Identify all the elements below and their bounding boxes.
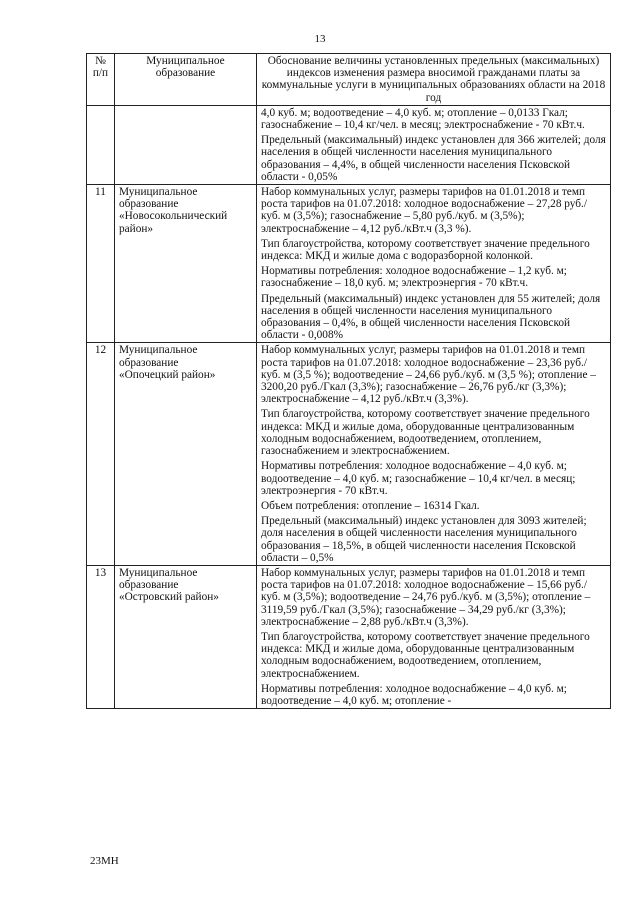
justification-paragraph: Нормативы потребления: холодное водоснабжение – 4,0 куб. м; водоотведение – 4,0 куб. м; отопление - (261, 682, 567, 707)
justification-paragraph: Тип благоустройства, которому соответствует значение предельного индекса: МКД и жилые дома с водоразборной колонкой. (261, 237, 590, 263)
row-justification (257, 565, 611, 708)
row-number: 13 (87, 565, 115, 708)
justification-paragraph: Тип благоустройства, которому соответствует значение предельного индекса: МКД и жилые дома, оборудованные централизованным холодным водоснабжением, водоотведением, отоплением, газоснабжением и электроснабжением. (261, 408, 590, 458)
header-municipality: Муниципальное образование (115, 54, 257, 106)
municipality-line: «Островский район» (119, 591, 219, 604)
municipality-line: образование (119, 579, 179, 592)
justification-paragraph: Объем потребления: отопление – 16314 Гкал. (261, 499, 480, 512)
table-row (87, 105, 611, 184)
justification-paragraph: Набор коммунальных услуг, размеры тарифов на 01.01.2018 и темп роста тарифов на 01.07.2018: холодное водоснабжение – 27,28 руб./куб. м (3,5%); газоснабжение – 5,80 руб./куб. м (3,5%); электроснабжение – 4,12 руб./кВт.ч (3,3 %). (261, 186, 588, 235)
justification-paragraph: Предельный (максимальный) индекс установлен для 3093 жителей; доля населения в общей численности населения муниципального образования – 18,5%, в общей численности населения Псковской области – 0,5% (261, 515, 587, 564)
municipality-line: район» (119, 222, 154, 235)
row-municipality (115, 343, 257, 565)
page-number: 13 (314, 33, 326, 45)
footer-code: 23МН (90, 855, 119, 867)
row-justification (257, 105, 611, 184)
municipality-line: Муниципальное (119, 186, 198, 199)
justification-paragraph: Набор коммунальных услуг, размеры тарифов на 01.01.2018 и темп роста тарифов на 01.07.2018: холодное водоснабжение – 15,66 руб./куб. м (3,5%); водоотведение – 24,76 руб./куб. м (3,5%); отопление – 3119,59 руб./Гкал (3,5%); газоснабжение – 34,29 руб./кг (3,3%); электроснабжение – 2,88 руб./кВт.ч (3,3%). (261, 566, 591, 628)
municipality-line: образование (119, 198, 179, 211)
municipality-line: Муниципальное (119, 566, 198, 579)
row-municipality (115, 565, 257, 708)
table-row (87, 565, 611, 708)
justification-paragraph: Нормативы потребления: холодное водоснабжение – 1,2 куб. м; газоснабжение – 18,0 куб. м; электроэнергия - 70 кВт.ч. (261, 265, 567, 290)
header-num: № п/п (87, 54, 115, 106)
municipality-line: Муниципальное (119, 344, 198, 357)
row-justification (257, 343, 611, 565)
justification-paragraph: Тип благоустройства, которому соответствует значение предельного индекса: МКД и жилые дома, оборудованные централизованным холодным водоснабжением, водоотведением, отоплением, электроснабжением. (261, 630, 590, 680)
row-number: 12 (87, 343, 115, 565)
justification-paragraph: Нормативы потребления: холодное водоснабжение – 4,0 куб. м; водоотведение – 4,0 куб. м; газоснабжение – 10,4 кг/чел. в месяц; электроэнергия - 70 кВт.ч. (261, 460, 576, 497)
municipality-line: «Новосокольнический (119, 210, 228, 223)
justification-paragraph: Набор коммунальных услуг, размеры тарифов на 01.01.2018 и темп роста тарифов на 01.07.2018: холодное водоснабжение – 23,36 руб./куб. м (3,5 %); водоотведение – 24,66 руб./куб. м (3,5 %); отопление – 3200,20 руб./Гкал (3,3%); газоснабжение – 26,76 руб./кг (3,3%); электроснабжение – 4,12 руб./кВт.ч (3,3%). (261, 344, 596, 406)
table-row (87, 185, 611, 343)
row-justification (257, 185, 611, 343)
table-row (87, 343, 611, 565)
table-header-row (87, 54, 611, 106)
row-municipality (115, 105, 257, 184)
justification-paragraph: 4,0 куб. м; водоотведение – 4,0 куб. м; отопление – 0,0133 Гкал; газоснабжение – 10,4 кг/чел. в месяц; электроснабжение - 70 кВт.ч. (261, 106, 585, 132)
row-number: 11 (87, 185, 115, 343)
header-justification: Обоснование величины установленных предельных (максимальных) индексов изменения размера вносимой гражданами платы за коммунальные услуги в муниципальных образованиях области на 2018 год (257, 54, 611, 106)
row-number (87, 105, 115, 184)
justification-paragraph: Предельный (максимальный) индекс установлен для 366 жителей; доля населения в общей численности населения муниципального образования – 4,4%, в общей численности населения Псковской области - 0,05% (261, 134, 606, 183)
justification-paragraph: Предельный (максимальный) индекс установлен для 55 жителей; доля населения в общей численности населения муниципального образования – 0,4%, в общей численности населения Псковской области - 0,008% (261, 292, 601, 342)
row-municipality (115, 185, 257, 343)
municipality-line: «Опочецкий район» (119, 368, 216, 381)
municipality-line: образование (119, 356, 179, 369)
tariff-index-table (86, 53, 611, 709)
